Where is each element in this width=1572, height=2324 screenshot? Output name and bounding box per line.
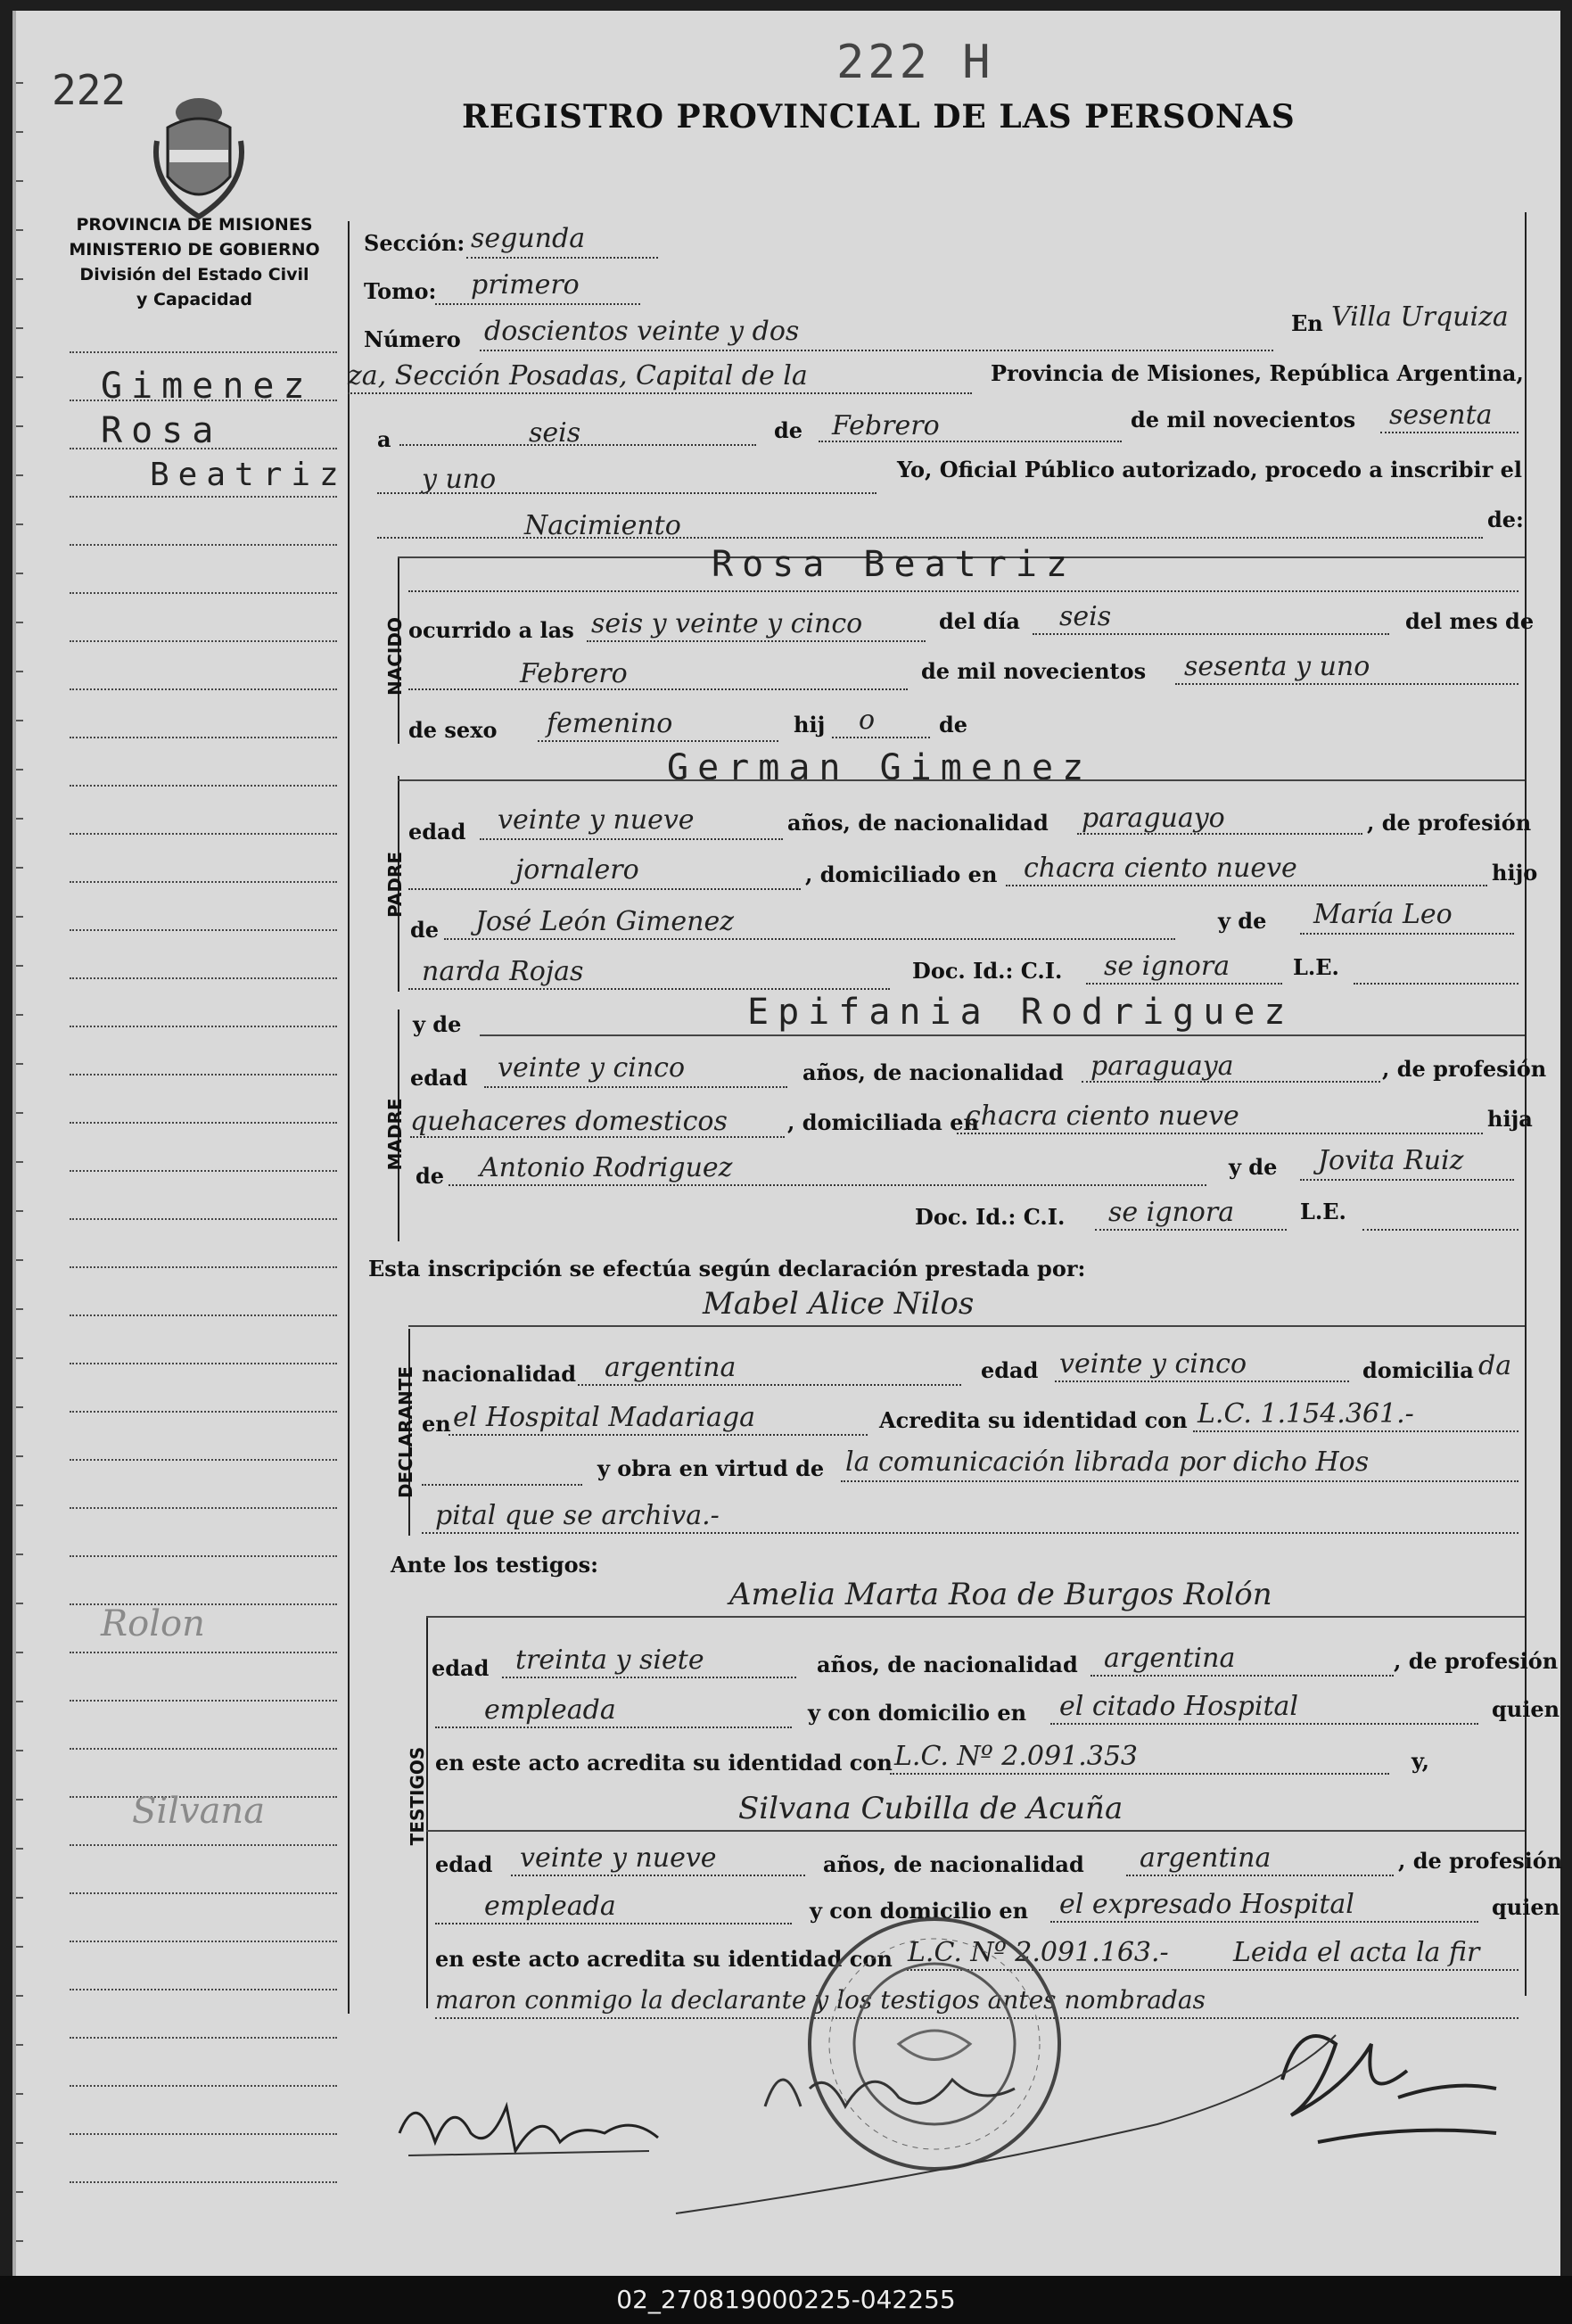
declarante-edad-label: edad xyxy=(981,1357,1039,1383)
ledger-tick xyxy=(16,2044,23,2046)
margin-given-name: Rosa xyxy=(101,410,223,451)
ledger-tick xyxy=(16,1455,23,1457)
sidebar-dotted-line xyxy=(70,785,337,787)
ledger-tick xyxy=(16,1308,23,1310)
closing-text: Leida el acta la fir xyxy=(1233,1937,1480,1968)
ledger-tick xyxy=(16,867,23,869)
numero-label: Número xyxy=(364,326,461,352)
padre-y-de-label: y de xyxy=(1218,908,1267,934)
sidebar-dotted-line xyxy=(70,2085,337,2087)
padre-name-line xyxy=(398,779,1525,781)
hij-label: hij xyxy=(794,712,826,738)
ledger-tick xyxy=(16,1750,23,1751)
ledger-tick xyxy=(16,1161,23,1163)
sidebar-dotted-line xyxy=(70,2181,337,2183)
testigo-2-name-line xyxy=(426,1830,1525,1832)
ledger-tick xyxy=(16,1406,23,1408)
testigo-2-profesion-value: empleada xyxy=(484,1891,616,1922)
testigo-1-name-line xyxy=(426,1616,1525,1618)
ledger-tick xyxy=(16,916,23,918)
padre-doc-line xyxy=(1086,983,1282,985)
sidebar-division: División del Estado Civil xyxy=(79,265,309,284)
testigo-2-profesion-label: , de profesión xyxy=(1398,1848,1563,1874)
padre-le-label: L.E. xyxy=(1293,954,1339,980)
ledger-tick xyxy=(16,327,23,329)
testigos-intro: Ante los testigos: xyxy=(391,1552,599,1578)
sidebar-dotted-line xyxy=(70,1459,337,1461)
place-line xyxy=(348,392,972,394)
declarante-obra-line xyxy=(841,1480,1519,1482)
tomo-line xyxy=(435,303,640,305)
madre-le-label: L.E. xyxy=(1300,1199,1346,1224)
nacido-name-line xyxy=(408,590,1519,592)
padre-doc-value: se ignora xyxy=(1104,951,1230,982)
sexo-line xyxy=(538,740,778,742)
nacido-anio-line xyxy=(1175,683,1519,685)
sidebar-dotted-line xyxy=(70,929,337,931)
padre-edad-line xyxy=(480,838,783,840)
ledger-tick xyxy=(16,1603,23,1604)
madre-mother-line xyxy=(1300,1179,1514,1181)
ledger-tick xyxy=(16,425,23,427)
anio-line xyxy=(1380,432,1519,433)
declarante-nacionalidad-value: argentina xyxy=(605,1352,737,1383)
testigo-1-domicilio-value: el citado Hospital xyxy=(1059,1691,1298,1722)
padre-mother2-line xyxy=(408,988,890,990)
register-page xyxy=(12,11,1563,2276)
madre-father-value: Antonio Rodriguez xyxy=(480,1152,733,1183)
a-label: a xyxy=(377,426,391,452)
madre-profesion-label: , de profesión xyxy=(1382,1056,1547,1082)
sidebar-dotted-line xyxy=(70,2133,337,2135)
testigo-2-edad-label: edad xyxy=(435,1851,493,1877)
testigo-2-anios-label: años, de nacionalidad xyxy=(823,1851,1084,1877)
declarante-domicilia-suffix: da xyxy=(1478,1350,1512,1381)
testigo-2-domicilio-line xyxy=(1050,1921,1478,1923)
anio-value-2: y uno xyxy=(422,464,497,495)
padre-de-label: de xyxy=(410,917,440,943)
padre-hijo-label: hijo xyxy=(1492,860,1538,886)
testigo-2-edad-value: veinte y nueve xyxy=(520,1842,717,1874)
ledger-tick xyxy=(16,1063,23,1065)
declarante-domicilia-label: domicilia xyxy=(1362,1357,1474,1383)
hora-line xyxy=(587,640,926,642)
ledger-tick xyxy=(16,1553,23,1555)
madre-doc-line xyxy=(1095,1229,1287,1231)
padre-mother-value-post: narda Rojas xyxy=(422,956,584,987)
declarante-acredita-value: L.C. 1.154.361.- xyxy=(1198,1398,1414,1430)
ledger-tick xyxy=(16,82,23,84)
padre-domicilio-value: chacra ciento nueve xyxy=(1024,853,1297,884)
page-number: 222 xyxy=(52,66,127,114)
ledger-tick xyxy=(16,1259,23,1261)
page-title: REGISTRO PROVINCIAL DE LAS PERSONAS xyxy=(462,98,1296,136)
ledger-tick xyxy=(16,523,23,525)
padre-anios-label: años, de nacionalidad xyxy=(787,810,1049,836)
sidebar-dotted-line xyxy=(70,833,337,835)
declarante-name-line xyxy=(408,1325,1525,1327)
madre-nacionalidad-line xyxy=(1082,1081,1380,1083)
testigo-2-nacionalidad-value: argentina xyxy=(1140,1842,1272,1874)
ledger-tick xyxy=(16,769,23,771)
ledger-tick xyxy=(16,720,23,721)
sidebar-dotted-line xyxy=(70,1411,337,1413)
sidebar-dotted-line xyxy=(70,1844,337,1846)
testigo-1-doc-value: L.C. Nº 2.091.353 xyxy=(894,1741,1138,1772)
ledger-tick xyxy=(16,474,23,476)
madre-doc-value: se ignora xyxy=(1108,1197,1235,1228)
sidebar-dotted-line xyxy=(70,881,337,883)
nacido-anio-value: sesenta y uno xyxy=(1184,651,1370,682)
ledger-tick xyxy=(16,1701,23,1702)
sidebar-dotted-line xyxy=(70,640,337,642)
testigo-1-edad-line xyxy=(502,1677,796,1678)
ledger-tick xyxy=(16,1112,23,1114)
padre-le-line xyxy=(1354,983,1519,985)
declarante-acredita-label: Acredita su identidad con xyxy=(879,1407,1188,1433)
sidebar-dotted-line xyxy=(70,1314,337,1316)
margin-surname: Gimenez xyxy=(101,366,314,407)
padre-profesion-label: , de profesión xyxy=(1367,810,1532,836)
padre-domicilio-label: , domiciliado en xyxy=(805,861,998,887)
testigo-1-edad-label: edad xyxy=(432,1655,490,1681)
testigo-1-nacionalidad-line xyxy=(1091,1675,1394,1677)
dia-line xyxy=(399,444,756,446)
testigo-2-domicilio-value: el expresado Hospital xyxy=(1059,1889,1354,1920)
handwritten-page-number: 222 H xyxy=(836,36,994,89)
testigo-1-doc-line xyxy=(890,1773,1389,1775)
testigo-1-edad-value: treinta y siete xyxy=(515,1644,704,1676)
ledger-tick xyxy=(16,2142,23,2144)
declarante-acredita-line xyxy=(1193,1430,1519,1432)
declarante-en-line xyxy=(449,1434,868,1436)
acto-line xyxy=(377,537,1483,539)
nacido-dia-line xyxy=(1033,633,1389,635)
madre-edad-label: edad xyxy=(410,1065,468,1091)
testigo-1-profesion-value: empleada xyxy=(484,1694,616,1726)
padre-nacionalidad-value: paraguayo xyxy=(1082,803,1225,834)
testigo-1-domicilio-line xyxy=(1050,1723,1478,1725)
madre-hija-label: hija xyxy=(1487,1106,1533,1132)
testigo-2-nacionalidad-line xyxy=(1126,1875,1394,1876)
ledger-tick xyxy=(16,376,23,378)
padre-mother-line xyxy=(1300,933,1514,935)
sidebar-dotted-line xyxy=(70,1989,337,1990)
main-left-border xyxy=(348,221,350,2014)
anio2-line xyxy=(377,492,877,494)
declarante-intro: Esta inscripción se efectúa según declaración prestada por: xyxy=(368,1256,1086,1281)
nacido-de-label: de xyxy=(939,712,968,738)
seccion-value: segunda xyxy=(471,223,586,254)
testigo-1-quien-label: quien xyxy=(1492,1696,1560,1722)
sidebar-dotted-line xyxy=(70,1700,337,1702)
sidebar-dotted-line xyxy=(70,1026,337,1027)
nacido-name: Rosa Beatriz xyxy=(712,544,1076,585)
del-dia-label: del día xyxy=(939,608,1020,634)
sidebar-dotted-line xyxy=(70,977,337,979)
ledger-tick xyxy=(16,1210,23,1212)
en-value: Villa Urquiza xyxy=(1331,301,1509,333)
padre-mother-value-pre: María Leo xyxy=(1313,899,1453,930)
sidebar-dotted-line xyxy=(70,1266,337,1268)
ledger-tick xyxy=(16,818,23,820)
hora-value: seis y veinte y cinco xyxy=(591,608,863,639)
del-mes-label: del mes de xyxy=(1405,608,1535,634)
madre-name-line xyxy=(480,1034,1525,1036)
declarante-obra-value: la comunicación librada por dicho Hos xyxy=(845,1446,1370,1478)
padre-nacionalidad-line xyxy=(1077,833,1362,835)
declarante-edad-line xyxy=(1055,1380,1349,1382)
padre-doc-label: Doc. Id.: C.I. xyxy=(912,958,1063,984)
testigo-2-doc-value: L.C. Nº 2.091.163.- xyxy=(908,1937,1169,1968)
tomo-label: Tomo: xyxy=(364,278,437,304)
hij-line xyxy=(832,737,930,738)
mes-line xyxy=(819,441,1122,442)
madre-domicilio-value: chacra ciento nueve xyxy=(966,1100,1239,1132)
nacido-dia-value: seis xyxy=(1059,601,1112,632)
ledger-tick xyxy=(16,1995,23,1997)
madre-edad-value: veinte y cinco xyxy=(498,1052,686,1084)
madre-de-label: de xyxy=(416,1163,445,1189)
mil-label: de mil novecientos xyxy=(1131,407,1356,433)
seccion-line xyxy=(466,257,658,259)
testigo-1-acredita-label: en este acto acredita su identidad con xyxy=(435,1750,893,1776)
numero-value: doscientos veinte y dos xyxy=(484,316,800,347)
testigo-1-profesion-label: , de profesión xyxy=(1394,1648,1559,1674)
sidebar-ministry: MINISTERIO DE GOBIERNO xyxy=(69,240,320,260)
oficial-text: Yo, Oficial Público autorizado, procedo a inscribir el xyxy=(897,457,1523,482)
dia-value: seis xyxy=(529,417,581,449)
sidebar-province: PROVINCIA DE MISIONES xyxy=(76,215,313,235)
signature-declarante-icon xyxy=(391,2071,676,2169)
testigo-1-domicilio-label: y con domicilio en xyxy=(808,1700,1027,1726)
nacido-mil-label: de mil novecientos xyxy=(921,658,1147,684)
nacido-section-label: NACIDO xyxy=(384,617,406,696)
ledger-tick xyxy=(16,1946,23,1948)
sidebar-dotted-line xyxy=(70,496,337,498)
ledger-tick xyxy=(16,1652,23,1653)
sidebar-dotted-line xyxy=(70,1555,337,1557)
coat-of-arms-icon xyxy=(150,87,248,221)
provincia-text: Provincia de Misiones, República Argentina, xyxy=(991,360,1524,386)
declarante-en-value: el Hospital Madariaga xyxy=(453,1402,755,1433)
numero-line xyxy=(480,350,1273,351)
acto-value: Nacimiento xyxy=(524,510,681,541)
mes-value: Febrero xyxy=(832,410,940,441)
madre-domicilio-label: , domiciliada en xyxy=(787,1109,979,1135)
nacido-mes-value: Febrero xyxy=(520,658,628,689)
madre-domicilio-line xyxy=(957,1133,1483,1134)
pen-stroke-icon xyxy=(658,2017,1354,2231)
ledger-tick xyxy=(16,180,23,182)
testigo-2-profesion-line xyxy=(435,1923,792,1924)
sexo-label: de sexo xyxy=(408,717,498,743)
sidebar-dotted-line xyxy=(70,1892,337,1894)
sidebar-dotted-line xyxy=(70,688,337,690)
testigo-1-nacionalidad-value: argentina xyxy=(1104,1643,1236,1674)
ledger-tick xyxy=(16,2093,23,2095)
image-id-footer: 02_270819000225-042255 xyxy=(0,2276,1572,2324)
de-colon: de: xyxy=(1487,507,1524,532)
padre-profesion-line xyxy=(408,888,801,890)
ledger-tick xyxy=(16,671,23,672)
sidebar-dotted-line xyxy=(70,1652,337,1653)
madre-y-de-label-2: y de xyxy=(1229,1154,1278,1180)
ledger-tick xyxy=(16,1897,23,1899)
seccion-label: Sección: xyxy=(364,230,465,256)
madre-nacionalidad-value: paraguaya xyxy=(1091,1051,1234,1082)
padre-edad-label: edad xyxy=(408,819,466,845)
ledger-tick xyxy=(16,2240,23,2242)
de-label: de xyxy=(774,417,803,443)
ledger-tick xyxy=(16,229,23,231)
ledger-tick xyxy=(16,965,23,967)
testigo-2-domicilio-label: y con domicilio en xyxy=(810,1898,1029,1924)
sexo-value: femenino xyxy=(547,708,673,739)
declarante-nacionalidad-line xyxy=(578,1384,961,1386)
sidebar-capacity: y Capacidad xyxy=(136,290,252,309)
ledger-tick xyxy=(16,1848,23,1850)
ledger-tick xyxy=(16,622,23,623)
sidebar-dotted-line xyxy=(70,592,337,594)
testigo-2-acredita-label: en este acto acredita su identidad con xyxy=(435,1946,893,1972)
sidebar-dotted-line xyxy=(70,1122,337,1124)
padre-father-line xyxy=(444,938,1175,940)
testigo-2-name: Silvana Cubilla de Acuña xyxy=(738,1791,1123,1826)
testigos-section-label: TESTIGOS xyxy=(407,1746,428,1846)
padre-domicilio-line xyxy=(1006,885,1487,886)
madre-mother-value: Jovita Ruiz xyxy=(1318,1145,1464,1176)
ledger-tick xyxy=(16,1014,23,1016)
ledger-tick xyxy=(16,1357,23,1359)
padre-section-label: PADRE xyxy=(384,852,406,918)
madre-profesion-line xyxy=(410,1136,785,1138)
declarante-edad-value: veinte y cinco xyxy=(1059,1348,1247,1380)
main-right-border xyxy=(1525,212,1527,1996)
padre-father-value: José León Gimenez xyxy=(475,906,735,937)
place-value: za, Sección Posadas, Capital de la xyxy=(348,360,808,391)
madre-le-line xyxy=(1362,1229,1519,1231)
closing-text-2: maron conmigo la declarante y los testigos antes nombradas xyxy=(435,1985,1206,2015)
testigo-1-y-label: y, xyxy=(1412,1748,1430,1774)
sidebar-dotted-line xyxy=(70,2037,337,2039)
sidebar-dotted-line xyxy=(70,1170,337,1172)
madre-name: Epifania Rodriguez xyxy=(747,992,1295,1033)
nacido-mes-line xyxy=(408,688,908,690)
sidebar-dotted-line xyxy=(70,1748,337,1750)
declarante-obra2-line xyxy=(422,1532,1519,1534)
sidebar-dotted-line xyxy=(70,1074,337,1075)
sidebar-dotted-line xyxy=(70,1507,337,1509)
declarante-en-label: en xyxy=(422,1411,451,1437)
ocurrido-label: ocurrido a las xyxy=(408,617,574,643)
testigo-2-quien-label: quien xyxy=(1492,1894,1560,1920)
testigo-1-name: Amelia Marta Roa de Burgos Rolón xyxy=(729,1577,1272,1612)
madre-edad-line xyxy=(484,1086,787,1088)
padre-edad-value: veinte y nueve xyxy=(498,804,695,836)
tomo-value: primero xyxy=(471,269,580,301)
ledger-tick xyxy=(16,573,23,574)
ledger-tick xyxy=(16,131,23,133)
testigo-1-anios-label: años, de nacionalidad xyxy=(817,1652,1078,1677)
madre-father-line xyxy=(449,1184,1206,1186)
testigo-1-profesion-line xyxy=(435,1727,792,1728)
anio-value: sesenta xyxy=(1389,400,1493,431)
madre-y-de-label: y de xyxy=(413,1011,462,1037)
padre-name: German Gimenez xyxy=(667,747,1093,788)
margin-note-rolon: Rolon xyxy=(101,1603,205,1644)
madre-profesion-value: quehaceres domesticos xyxy=(410,1106,728,1137)
sidebar-dotted-line xyxy=(70,1363,337,1364)
madre-doc-label: Doc. Id.: C.I. xyxy=(915,1204,1066,1230)
ledger-tick xyxy=(16,1799,23,1801)
testigo-2-edad-line xyxy=(511,1875,805,1876)
declarante-section-label: DECLARANTE xyxy=(395,1365,416,1499)
declarante-obra-pre-line xyxy=(422,1484,582,1486)
padre-profesion-value: jornalero xyxy=(515,854,639,886)
madre-anios-label: años, de nacionalidad xyxy=(802,1059,1064,1085)
margin-note-silvana: Silvana xyxy=(132,1791,266,1832)
sidebar-dotted-line xyxy=(70,351,337,353)
declarante-obra-value-2: pital que se archiva.- xyxy=(435,1500,720,1531)
sidebar-dotted-line xyxy=(70,737,337,738)
en-label: En xyxy=(1291,310,1323,336)
sidebar-dotted-line xyxy=(70,544,337,546)
declarante-name: Mabel Alice Nilos xyxy=(703,1286,975,1322)
ledger-tick xyxy=(16,1504,23,1506)
margin-middle-name: Beatriz xyxy=(150,457,348,493)
hij-value: o xyxy=(859,705,876,736)
ledger-tick xyxy=(16,278,23,280)
declarante-obra-label: y obra en virtud de xyxy=(597,1455,825,1481)
sidebar-dotted-line xyxy=(70,1941,337,1942)
sidebar-dotted-line xyxy=(70,1218,337,1220)
madre-section-label: MADRE xyxy=(384,1098,406,1171)
ledger-tick xyxy=(16,2191,23,2193)
declarante-nacionalidad-label: nacionalidad xyxy=(422,1361,577,1387)
